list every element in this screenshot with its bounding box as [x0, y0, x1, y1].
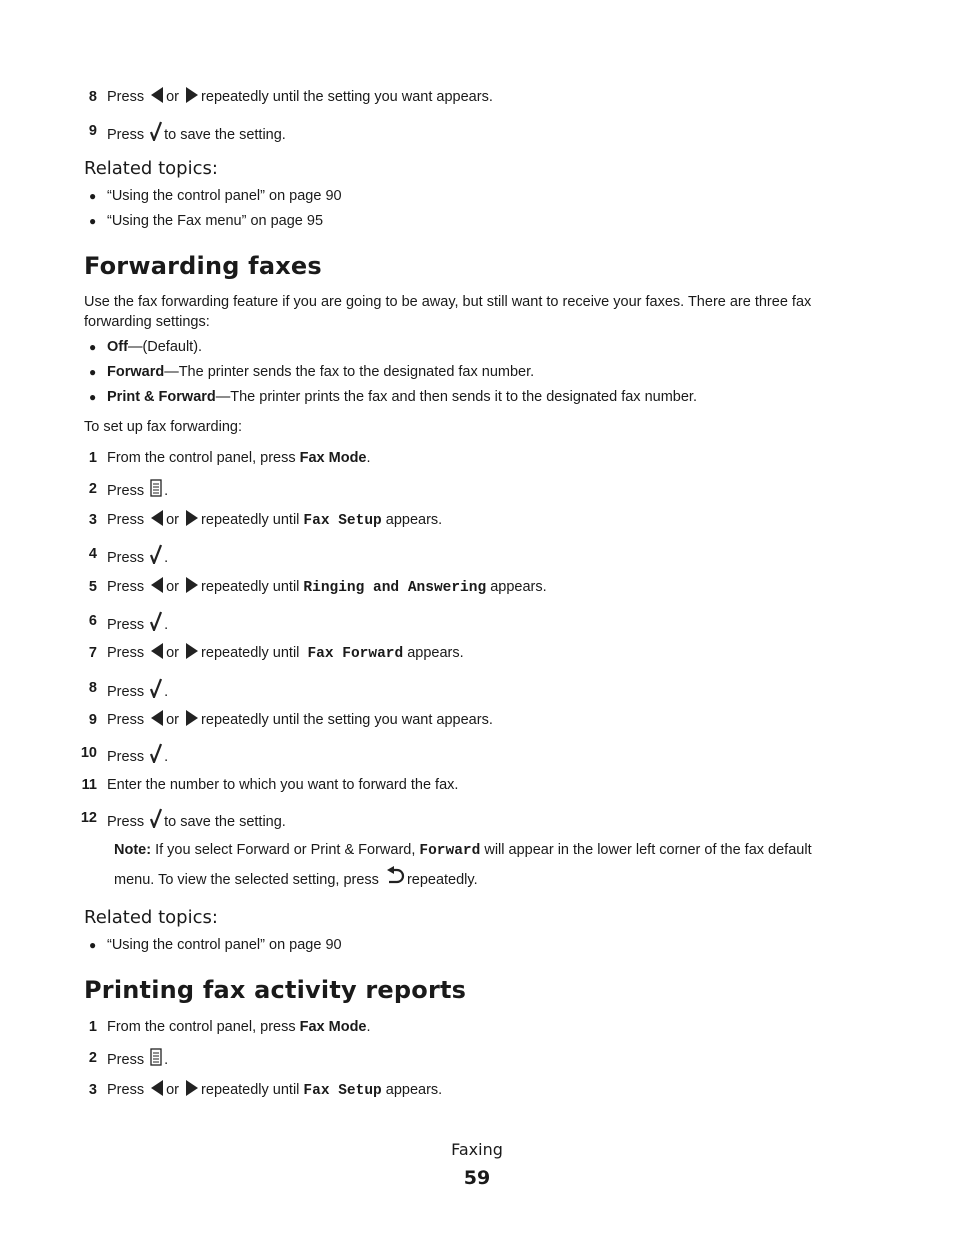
step-text-part: or — [166, 1082, 180, 1098]
checkmark-icon — [150, 743, 162, 769]
step-text-part: appears. — [490, 579, 547, 595]
option-desc: —The printer prints the fax and then sends it to the designated fax number. — [215, 389, 697, 405]
step-text-part: appears. — [407, 645, 464, 661]
step-text-part: repeatedly until the setting you want appears. — [201, 712, 493, 728]
step-number: 9 — [88, 123, 97, 139]
right-arrow-icon — [185, 710, 199, 732]
step-text-part: repeatedly until — [201, 1082, 300, 1098]
left-arrow-icon — [150, 577, 164, 599]
step-number: 8 — [88, 89, 97, 105]
step-text — [107, 678, 168, 704]
note-text: will appear in the lower left corner of the fax default — [484, 842, 812, 858]
related-topics-heading: Related topics: — [84, 158, 218, 179]
section-title: Printing fax activity reports — [84, 976, 467, 1004]
step-text-part: . — [164, 550, 169, 566]
step-text-part: Press — [107, 814, 145, 830]
step-number: 2 — [88, 1050, 97, 1066]
option-item — [107, 362, 534, 382]
bullet-icon: ● — [89, 938, 97, 952]
option-item — [107, 337, 202, 357]
note-text: menu. To view the selected setting, press — [114, 872, 379, 888]
right-arrow-icon — [185, 87, 199, 109]
step-number: 10 — [80, 745, 97, 761]
related-topic-link[interactable]: “Using the Fax menu” on page 95 — [107, 213, 324, 229]
step-number: 3 — [88, 512, 97, 528]
step-text-part: Press — [107, 645, 145, 661]
step-text-part: Press — [107, 712, 145, 728]
step-text-part: . — [164, 483, 169, 499]
checkmark-icon — [150, 808, 162, 834]
step-text — [107, 808, 286, 834]
left-arrow-icon — [150, 710, 164, 732]
step-text-part: Press — [107, 550, 145, 566]
checkmark-icon — [150, 121, 162, 147]
checkmark-icon — [150, 678, 162, 704]
step-text-part: Press — [107, 684, 145, 700]
step-text — [107, 611, 168, 637]
step-number: 5 — [88, 579, 97, 595]
step-text: Enter the number to which you want to forward the fax. — [107, 777, 459, 793]
option-desc: —The printer sends the fax to the designated fax number. — [164, 364, 535, 380]
step-number: 7 — [88, 645, 97, 661]
step-text-part: Press — [107, 1082, 145, 1098]
bullet-icon: ● — [89, 214, 97, 228]
footer-section: Faxing — [451, 1140, 503, 1159]
step-text-part: or — [166, 712, 180, 728]
step-bold: Fax Mode — [299, 1019, 367, 1035]
step-text-part: repeatedly until — [201, 512, 300, 528]
step-text — [107, 1048, 168, 1072]
step-number: 4 — [88, 546, 97, 562]
option-name: Print & Forward — [107, 389, 216, 405]
display-text: Ringing and Answering — [303, 580, 487, 596]
setup-text: To set up fax forwarding: — [84, 419, 242, 435]
menu-icon — [150, 1048, 162, 1072]
option-item — [107, 387, 697, 407]
display-text: Fax Setup — [303, 1083, 382, 1099]
step-text-part: Press — [107, 512, 145, 528]
back-icon — [385, 866, 405, 892]
section-title: Forwarding faxes — [84, 252, 322, 280]
step-number: 1 — [88, 450, 97, 466]
step-text — [107, 743, 168, 769]
step-text — [107, 1017, 371, 1037]
step-text-part: or — [166, 89, 180, 105]
step-number: 12 — [80, 810, 97, 826]
display-text: Fax Setup — [303, 513, 382, 529]
step-text-part: From the control panel, press — [107, 450, 296, 466]
related-topic-link[interactable]: “Using the control panel” on page 90 — [107, 937, 342, 953]
step-text — [107, 510, 442, 532]
step-text-part: or — [166, 645, 180, 661]
step-text — [107, 1080, 442, 1102]
step-text — [107, 479, 168, 503]
step-text-part: to save the setting. — [164, 127, 286, 143]
step-text-part: Press — [107, 579, 145, 595]
left-arrow-icon — [150, 643, 164, 665]
step-text-part: or — [166, 512, 180, 528]
step-text-part: repeatedly until the setting you want appears. — [201, 89, 493, 105]
step-text-part: . — [366, 1019, 371, 1035]
step-bold: Fax Mode — [299, 450, 367, 466]
option-desc: —(Default). — [127, 339, 203, 355]
note-text: If you select Forward or Print & Forward, — [155, 842, 416, 858]
left-arrow-icon — [150, 87, 164, 109]
display-text: Fax Forward — [307, 646, 404, 662]
step-number: 9 — [88, 712, 97, 728]
step-text-part: Press — [107, 617, 145, 633]
related-topics-heading: Related topics: — [84, 907, 218, 928]
left-arrow-icon — [150, 510, 164, 532]
step-text-part: Press — [107, 1052, 145, 1068]
display-text: Forward — [419, 843, 481, 859]
step-text-part: Press — [107, 89, 145, 105]
intro-paragraph: Use the fax forwarding feature if you are going to be away, but still want to receive your faxes. There are three fax forwarding settings: — [84, 294, 812, 330]
step-number: 1 — [88, 1019, 97, 1035]
page-number: 59 — [463, 1167, 491, 1189]
step-text-part: repeatedly until — [201, 579, 300, 595]
right-arrow-icon — [185, 643, 199, 665]
left-arrow-icon — [150, 1080, 164, 1102]
step-text — [107, 121, 286, 147]
step-text-part: repeatedly until — [201, 645, 300, 661]
checkmark-icon — [150, 544, 162, 570]
option-name: Forward — [107, 364, 165, 380]
step-text-part: . — [164, 749, 169, 765]
step-number: 6 — [88, 613, 97, 629]
bullet-icon: ● — [89, 189, 97, 203]
right-arrow-icon — [185, 577, 199, 599]
step-text — [107, 643, 464, 665]
option-name: Off — [107, 339, 128, 355]
step-text — [107, 87, 493, 109]
step-text — [107, 448, 371, 468]
note — [114, 840, 812, 861]
step-text-part: . — [164, 1052, 169, 1068]
step-text — [107, 577, 547, 599]
step-text — [107, 544, 168, 570]
step-text-part: or — [166, 579, 180, 595]
step-text-part: appears. — [385, 512, 443, 528]
step-number: 3 — [88, 1082, 97, 1098]
bullet-icon: ● — [89, 365, 97, 379]
step-text-part: Press — [107, 127, 145, 143]
note-text: repeatedly. — [406, 872, 478, 888]
step-text-part: Press — [107, 749, 145, 765]
step-text — [107, 710, 493, 732]
note-label: Note: — [114, 842, 152, 858]
step-text-part: appears. — [385, 1082, 443, 1098]
bullet-icon: ● — [89, 340, 97, 354]
step-text-part: to save the setting. — [164, 814, 286, 830]
right-arrow-icon — [185, 510, 199, 532]
step-text-part: . — [366, 450, 371, 466]
step-number: 8 — [88, 680, 97, 696]
right-arrow-icon — [185, 1080, 199, 1102]
note-continued — [114, 866, 478, 892]
step-number: 2 — [88, 481, 97, 497]
related-topic-link[interactable]: “Using the control panel” on page 90 — [107, 188, 342, 204]
menu-icon — [150, 479, 162, 503]
step-number: 11 — [81, 777, 97, 793]
bullet-icon: ● — [89, 390, 97, 404]
step-text-part: From the control panel, press — [107, 1019, 296, 1035]
step-text-part: Press — [107, 483, 145, 499]
step-text-part: . — [164, 684, 169, 700]
step-text-part: . — [164, 617, 169, 633]
checkmark-icon — [150, 611, 162, 637]
